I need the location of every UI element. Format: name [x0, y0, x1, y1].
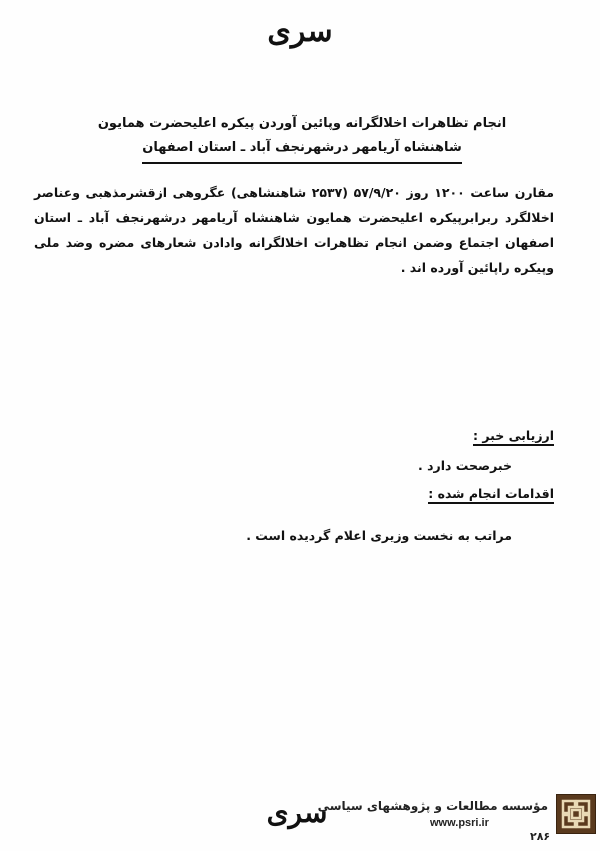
page-number: ۲۸۶ — [530, 830, 551, 843]
report-body: مقارن ساعت ۱۲۰۰ روز ۵۷/۹/۲۰ (۲۵۳۷ شاهنشاهی) عگروهی ازقشرمذهبی وعناصر اخلالگرد ربرابرپیکره اعلیحضرت همایون شاهنشاه آریامهر درشهرنجف آباد ـ استان اصفهان اجتماع وضمن انجام تظاهرات اخلالگرانه وادادن شعارهای مضره وضد ملی وپیکره راپائین آورده اند . — [34, 185, 554, 275]
heading-line-1: انجام تظاهرات اخلالگرانه وپائین آوردن پیکره اعلیحضرت همایون — [97, 116, 507, 131]
footer-organization: مؤسسه مطالعات و پژوهشهای سیاسی — [317, 799, 548, 813]
classification-stamp-top: سری — [267, 14, 333, 49]
classification-stamp-bottom: سری — [266, 796, 328, 829]
evaluation-label: ارزیابی خبر : — [473, 428, 554, 446]
footer-url: www.psri.ir — [430, 817, 489, 829]
actions-label: اقدامات انجام شده : — [428, 486, 554, 504]
actions-section — [34, 486, 554, 501]
evaluation-value: خبرصحت دارد . — [418, 458, 512, 473]
actions-value: مراتب به نخست وزیری اعلام گردیده است . — [246, 528, 512, 543]
heading-line-2: شاهنشاه آریامهر درشهرنجف آباد ـ استان اصفهان — [142, 136, 461, 164]
document-heading — [92, 112, 512, 160]
evaluation-section — [34, 428, 554, 443]
psri-logo-icon — [556, 794, 596, 834]
